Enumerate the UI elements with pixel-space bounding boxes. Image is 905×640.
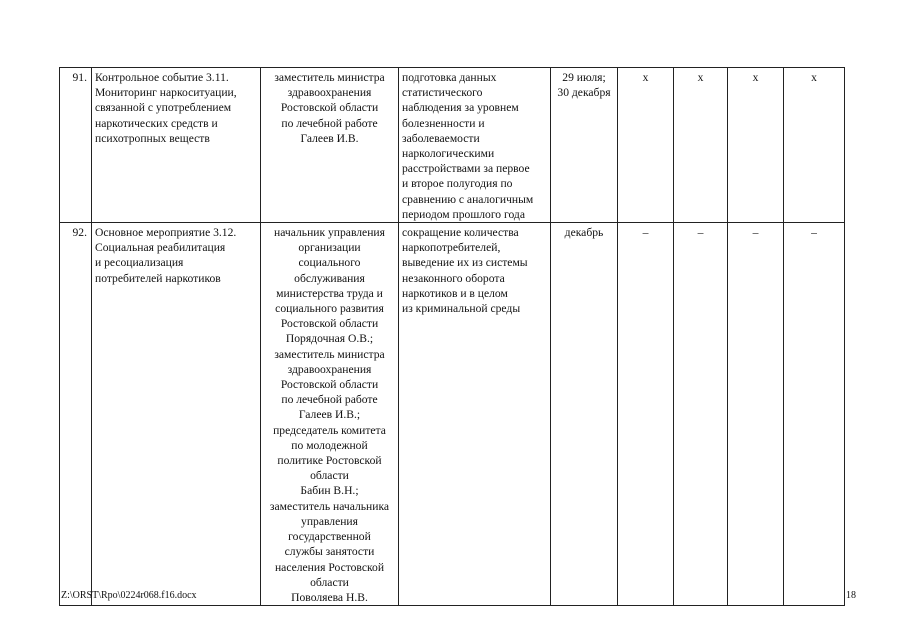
responsible-person: заместитель министра здравоохранения Ростовской области по лечебной работе Галеев И.В.: [261, 68, 399, 223]
page-number: 18: [846, 590, 856, 601]
row-number: 92.: [60, 223, 92, 606]
responsible-person: начальник управления организации социального обслуживания министерства труда и социального развития Ростовской области Порядочная О.В.; заместитель министра здравоохранения Ростовской области по лечебной работе Галеев И.В.; председатель комитета по молодежной политике Ростовской области Бабин В.Н.; заместитель начальника управления государственной службы занятости населения Ростовской области Поволяева Н.В.: [261, 223, 399, 606]
footer-file-path: Z:\ORST\Rpo\0224r068.f16.docx: [61, 590, 197, 601]
table-row: [60, 223, 845, 606]
expected-result: сокращение количества наркопотребителей, выведение их из системы незаконного оборота наркотиков и в целом из криминальной среды: [399, 223, 551, 606]
deadline: декабрь: [551, 223, 618, 606]
event-name: Контрольное событие 3.11. Мониторинг наркоситуации, связанной с употреблением наркотических средств и психотропных веществ: [92, 68, 261, 223]
value-cell: х: [618, 68, 674, 223]
value-cell: –: [784, 223, 845, 606]
value-cell: х: [674, 68, 728, 223]
plan-table: [59, 67, 845, 606]
value-cell: –: [728, 223, 784, 606]
value-cell: –: [674, 223, 728, 606]
value-cell: х: [728, 68, 784, 223]
expected-result: подготовка данных статистического наблюдения за уровнем болезненности и заболеваемости наркологическими расстройствами за первое и второе полугодия по сравнению с аналогичным периодом прошлого года: [399, 68, 551, 223]
value-cell: –: [618, 223, 674, 606]
row-number: 91.: [60, 68, 92, 223]
value-cell: х: [784, 68, 845, 223]
event-name: Основное мероприятие 3.12. Социальная реабилитация и ресоциализация потребителей наркотиков: [92, 223, 261, 606]
table-row: [60, 68, 845, 223]
deadline: 29 июля; 30 декабря: [551, 68, 618, 223]
